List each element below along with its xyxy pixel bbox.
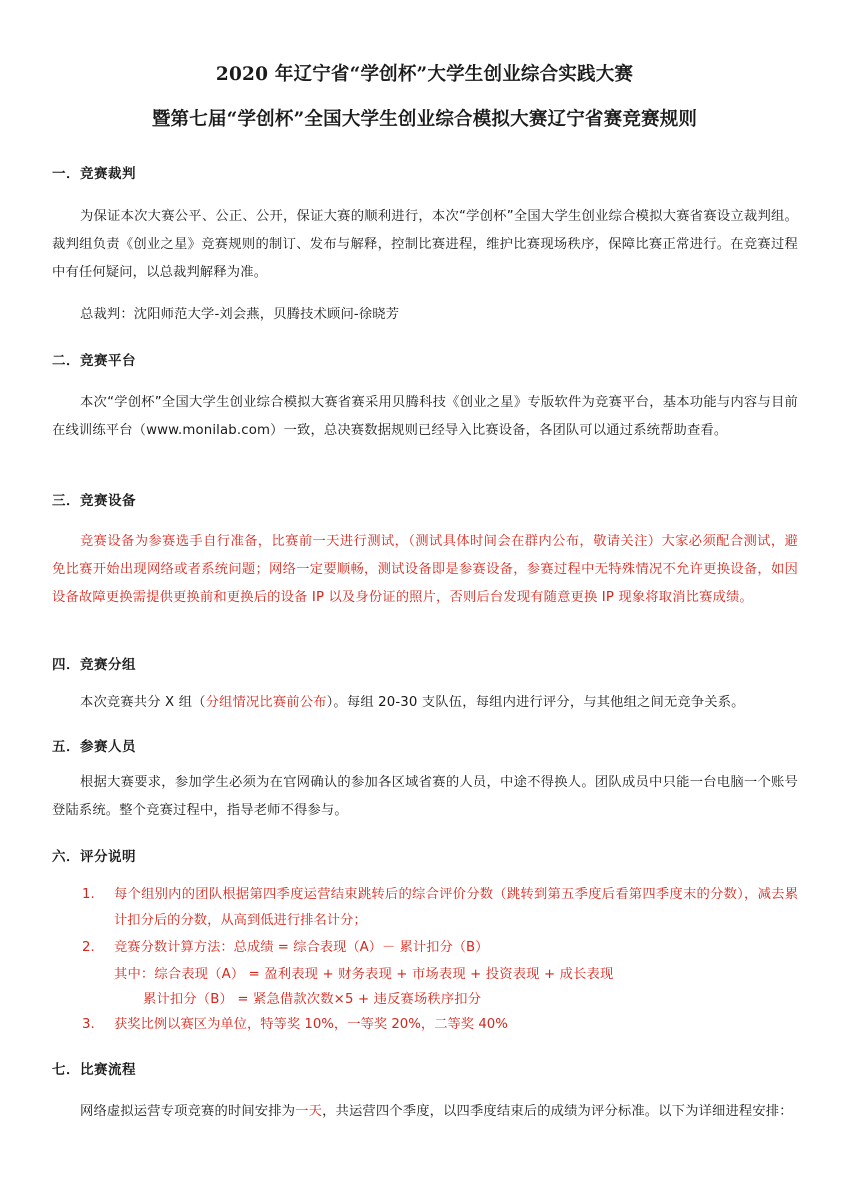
grouping-text-highlight: 分组情况比赛前公布 <box>205 695 327 710</box>
process-text-highlight: 一天 <box>295 1104 323 1119</box>
process-paragraph <box>52 1098 798 1126</box>
section-heading-scoring: 六．评分说明 <box>52 849 136 865</box>
process-text-start: 网络虚拟运营专项竞赛的时间安排为 <box>80 1104 296 1119</box>
scoring-item-2-text: 竞赛分数计算方法：总成绩 = 综合表现（A）－ 累计扣分（B） <box>114 940 489 955</box>
section-heading-grouping: 四．竞赛分组 <box>52 657 136 673</box>
scoring-formula-b: 累计扣分（B） = 紧急借款次数×5 + 违反赛场秩序扣分 <box>143 992 482 1007</box>
chief-judges-line: 总裁判：沈阳师范大学-刘会燕，贝腾技术顾问-徐晓芳 <box>80 307 400 322</box>
scoring-item-1-number: 1. <box>82 887 95 902</box>
section-paragraph-judges: 为保证本次大赛公平、公正、公开，保证大赛的顺利进行，本次“学创杯”全国大学生创业综合模拟大赛省赛设立裁判组。裁判组负责《创业之星》竞赛规则的制订、发布与解释，控制比赛进程，维护比赛现场秩序，保障比赛正常进行。在竞赛过程中有任何疑问，以总裁判解释为准。 <box>52 209 798 280</box>
section-paragraph-equipment: 竞赛设备为参赛选手自行准备，比赛前一天进行测试，（测试具体时间会在群内公布，敬请关注）大家必须配合测试，避免比赛开始出现网络或者系统问题；网络一定要顺畅，测试设备即是参赛设备，参赛过程中无特殊情况不允许更换设备，如因设备故障更换需提供更换前和更换后的设备 IP 以及身份证的照片，否则后台发现有随意更换 IP 现象将取消比赛成绩。 <box>52 534 798 605</box>
document-title-line1: 2020 年辽宁省“学创杯”大学生创业综合实践大赛 <box>215 64 634 85</box>
section-heading-platform: 二．竞赛平台 <box>52 353 136 369</box>
grouping-text-end: ）。每组 20-30 支队伍，每组内进行评分，与其他组之间无竞争关系。 <box>326 695 745 710</box>
scoring-item-2-number: 2. <box>82 940 95 955</box>
section-heading-process: 七．比赛流程 <box>52 1062 136 1078</box>
document-title-line2: 暨第七届“学创杯”全国大学生创业综合模拟大赛辽宁省赛竞赛规则 <box>151 109 698 130</box>
scoring-item-3 <box>82 1012 798 1038</box>
scoring-item-1 <box>82 882 798 934</box>
scoring-item-1-text: 每个组别内的团队根据第四季度运营结束跳转后的综合评价分数（跳转到第五季度后看第四季度末的分数），减去累计扣分后的分数，从高到低进行排名计分； <box>114 887 798 928</box>
section-paragraph-platform: 本次“学创杯”全国大学生创业综合模拟大赛省赛采用贝腾科技《创业之星》专版软件为竞赛平台，基本功能与内容与目前在线训练平台（www.monilab.com）一致，总决赛数据规则已经导入比赛设备，各团队可以通过系统帮助查看。 <box>52 395 798 438</box>
grouping-paragraph <box>80 691 745 710</box>
section-heading-participants: 五．参赛人员 <box>52 739 136 755</box>
grouping-text-start: 本次竞赛共分 X 组（ <box>80 695 206 710</box>
section-paragraph-participants: 根据大赛要求，参加学生必须为在官网确认的参加各区域省赛的人员，中途不得换人。团队成员中只能一台电脑一个账号登陆系统。整个竞赛过程中，指导老师不得参与。 <box>52 775 798 818</box>
section-heading-equipment: 三．竞赛设备 <box>52 493 136 509</box>
section-heading-judges: 一．竞赛裁判 <box>52 166 136 182</box>
scoring-item-2 <box>82 935 798 961</box>
process-text-end: ，共运营四个季度，以四季度结束后的成绩为评分标准。以下为详细进程安排： <box>322 1104 793 1119</box>
scoring-item-3-number: 3. <box>82 1017 95 1032</box>
scoring-formula-a: 其中：综合表现（A） = 盈利表现 + 财务表现 + 市场表现 + 投资表现 + 成长表现 <box>114 967 614 982</box>
scoring-item-3-text: 获奖比例以赛区为单位，特等奖 10%，一等奖 20%，二等奖 40% <box>114 1017 508 1032</box>
